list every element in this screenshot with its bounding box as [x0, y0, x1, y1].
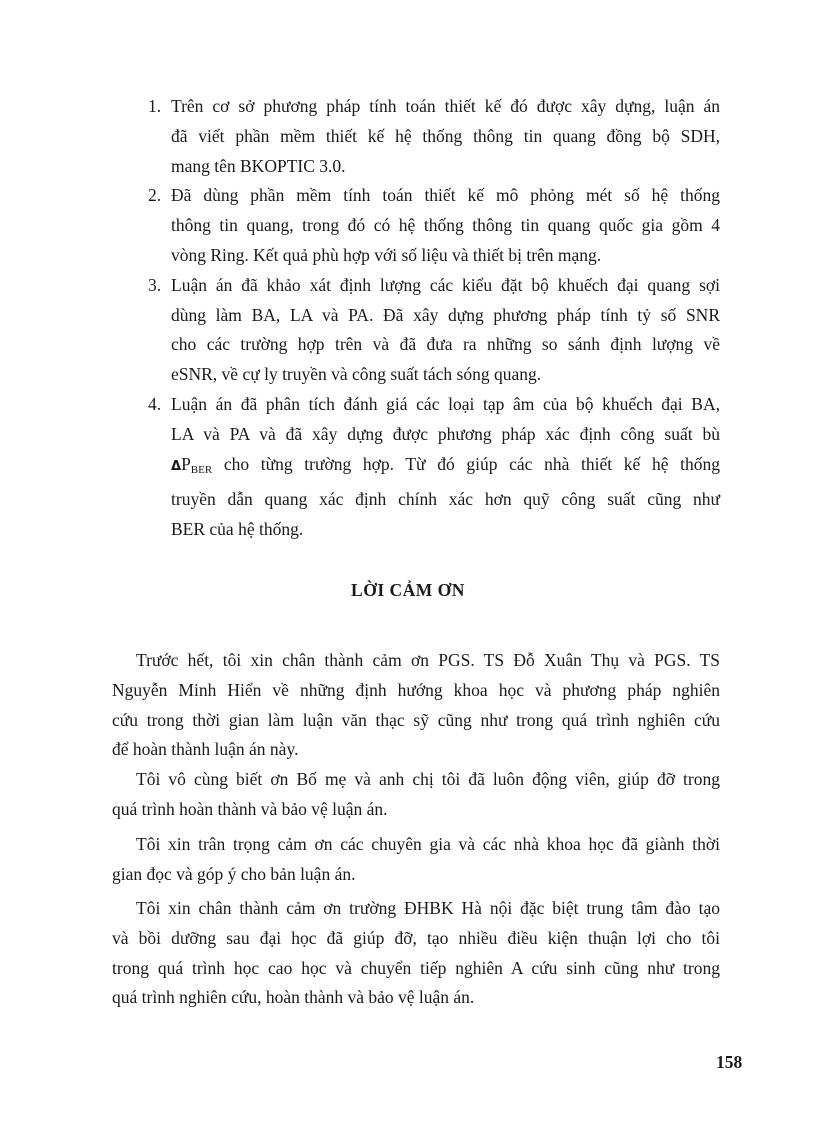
- text-line: đã viết phần mềm thiết kế hệ thống thông tin quang đồng bộ SDH,: [171, 125, 720, 146]
- delta-symbol: Δ: [171, 458, 182, 474]
- formula-line: [171, 450, 720, 486]
- list-item: [148, 181, 720, 270]
- conclusions-list: [148, 92, 720, 545]
- text-line: và bồi dưỡng sau đại học đã giúp đỡ, tạo nhiều điều kiện thuận lợi cho tôi: [112, 927, 720, 948]
- text-line: dùng làm BA, LA và PA. Đã xây dựng phương pháp tính tỷ số SNR: [171, 304, 720, 325]
- paragraph: [112, 765, 720, 825]
- list-item-number: 4.: [148, 393, 162, 414]
- list-item-text: [171, 271, 720, 390]
- text-line: LA và PA và đã xây dựng được phương pháp xác định công suất bù: [171, 423, 720, 444]
- text-line: quá trình hoàn thành và bảo vệ luận án.: [112, 798, 388, 819]
- text-line: Đã dùng phần mềm tính toán thiết kế mô phỏng mét số hệ thống: [171, 185, 720, 206]
- text-line: Luận án đã phân tích đánh giá các loại tạp âm của bộ khuếch đại BA,: [171, 393, 720, 414]
- formula-main: P: [181, 453, 191, 474]
- text-line: eSNR, về cự ly truyền và công suất tách sóng quang.: [171, 364, 542, 385]
- text-line: cứu trong thời gian làm luận văn thạc sỹ cũng như trong quá trình nghiên cứu: [112, 709, 720, 730]
- list-item-text: [171, 92, 720, 181]
- text-line: để hoàn thành luận án này.: [112, 739, 299, 760]
- list-item-text: [171, 390, 720, 545]
- text-line: gian đọc và góp ý cho bản luận án.: [112, 863, 356, 884]
- section-heading: LỜI CẢM ƠN: [351, 580, 465, 600]
- text-line: Luận án đã khảo xát định lượng các kiểu đặt bộ khuếch đại quang sợi: [171, 274, 720, 295]
- text-line: Trước hết, tôi xin chân thành cảm ơn PGS. TS Đỗ Xuân Thụ và PGS. TS: [136, 650, 720, 670]
- text-line: Tôi vô cùng biết ơn Bố mẹ và anh chị tôi đã luôn động viên, giúp đỡ trong: [136, 769, 720, 789]
- text-line: thông tin quang, trong đó có hệ thống thông tin quang quốc gia gồm 4: [171, 215, 720, 236]
- list-item-number: 1.: [148, 96, 162, 116]
- text-line: quá trình nghiên cứu, hoàn thành và bảo vệ luận án.: [112, 987, 475, 1008]
- text-line: Tôi xin trân trọng cảm ơn các chuyên gia và các nhà khoa học đã giành thời: [136, 834, 720, 854]
- text-line: trong quá trình học cao học và chuyển tiếp nghiên A cứu sinh cũng như trong: [112, 957, 720, 978]
- text-line: Trên cơ sở phương pháp tính toán thiết kế đó được xây dựng, luận án: [171, 96, 720, 116]
- text-line: Tôi xin chân thành cảm ơn trường ĐHBK Hà nội đặc biệt trung tâm đào tạo: [136, 898, 720, 918]
- text-line: BER của hệ thống.: [171, 519, 304, 540]
- paragraph: [112, 894, 720, 1013]
- paragraph: [112, 830, 720, 890]
- text-line: cho các trường hợp trên và đã đưa ra những so sánh định lượng về: [171, 334, 720, 355]
- list-item-number: 2.: [148, 185, 162, 206]
- list-item-text: [171, 181, 720, 270]
- list-item: [148, 92, 720, 181]
- text-line: truyền dẫn quang xác định chính xác hơn quỹ công suất cũng như: [171, 489, 720, 510]
- text-line: mang tên BKOPTIC 3.0.: [171, 155, 346, 176]
- list-item: [148, 390, 720, 545]
- text-line: vòng Ring. Kết quả phù hợp với số liệu và thiết bị trên mạng.: [171, 244, 602, 265]
- page-number: 158: [716, 1052, 743, 1072]
- list-item: [148, 271, 720, 390]
- list-item-number: 3.: [148, 274, 162, 295]
- paragraph: [112, 646, 720, 765]
- text-line: Nguyễn Minh Hiển về những định hướng khoa học và phương pháp nghiên: [112, 679, 720, 700]
- formula-subscript: BER: [190, 463, 213, 476]
- formula-rest: cho từng trường hợp. Từ đó giúp các nhà thiết kế hệ thống: [212, 453, 720, 474]
